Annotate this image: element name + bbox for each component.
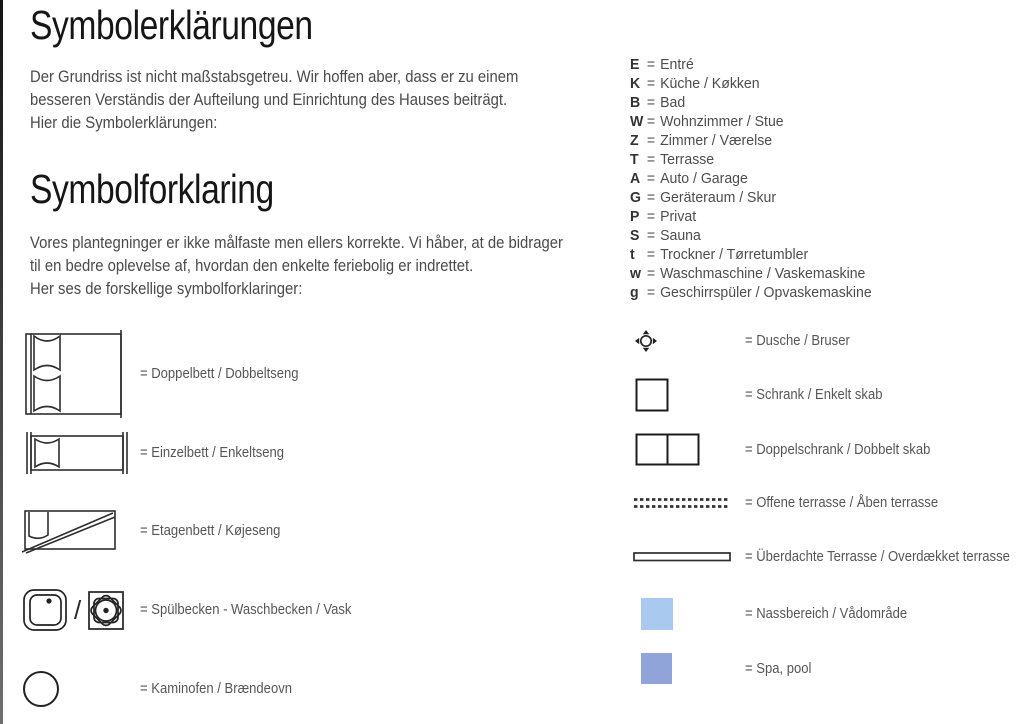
legend-label: = Kaminofen / Brændeovn [140, 681, 292, 697]
intro-danish-line-3: Her ses de forskellige symbolforklaringer: [30, 280, 303, 298]
abbr-meaning: Küche / Køkken [660, 75, 760, 92]
abbr-letter: w [630, 265, 641, 282]
abbr-row-dishwasher [630, 283, 872, 302]
equals-sign: = [646, 56, 656, 73]
abbr-letter: A [630, 170, 641, 187]
legend-label: = Dusche / Bruser [745, 333, 850, 349]
abbr-meaning: Entré [660, 56, 694, 73]
legend-label: = Etagenbett / Køjeseng [140, 523, 281, 539]
wet-area-swatch [633, 598, 745, 630]
double-cabinet-icon [633, 433, 745, 466]
equals-sign: = [646, 151, 656, 168]
abbr-letter: g [630, 284, 639, 301]
slash-separator: / [74, 594, 82, 625]
legend-row-wet-area [633, 597, 925, 631]
double-bed-icon [22, 330, 140, 418]
abbr-letter: Z [630, 132, 639, 149]
abbr-meaning: Sauna [660, 227, 701, 244]
abbr-meaning: Wohnzimmer / Stue [660, 113, 784, 130]
abbr-row-livingroom [630, 112, 872, 131]
intro-german [30, 66, 518, 135]
legend-label: = Einzelbett / Enkeltseng [140, 445, 285, 461]
legend-row-wood-stove [22, 670, 309, 708]
abbr-letter: S [630, 227, 640, 244]
abbr-letter: T [630, 151, 639, 168]
abbr-row-sauna [630, 226, 872, 245]
abbr-letter: G [630, 189, 641, 206]
abbr-letter: W [630, 113, 644, 130]
abbr-letter: t [630, 246, 635, 263]
equals-sign: = [646, 170, 656, 187]
abbreviation-list [630, 55, 872, 302]
page-left-edge-line [0, 0, 3, 724]
equals-sign: = [646, 132, 656, 149]
equals-sign: = [646, 113, 656, 130]
washbasin-icon [87, 588, 125, 632]
legend-row-covered-terrace [633, 549, 1024, 565]
bunk-bed-icon [22, 508, 140, 554]
heading-danish: Symbolforklaring [30, 166, 274, 212]
open-terrace-icon [633, 496, 745, 510]
abbr-row-garage [630, 169, 872, 188]
abbr-row-shed [630, 188, 872, 207]
legend-row-sink-washbasin [22, 585, 375, 635]
abbr-row-kitchen [630, 74, 872, 93]
single-bed-icon [22, 430, 140, 476]
abbr-row-washer [630, 264, 872, 283]
abbr-letter: E [630, 56, 640, 73]
abbr-row-bath [630, 93, 872, 112]
legend-label: = Doppelschrank / Dobbelt skab [745, 441, 931, 458]
legend-label: = Offene terrasse / Åben terrasse [745, 495, 939, 511]
intro-danish-line-1: Vores plantegninger er ikke målfaste men ellers korrekte. Vi håber, at de bidrager [30, 234, 563, 252]
legend-row-spa-pool [633, 652, 819, 685]
sink-washbasin-icon [22, 586, 140, 634]
wood-stove-icon [22, 670, 140, 708]
legend-label: = Schrank / Enkelt skab [745, 387, 883, 403]
abbr-row-private [630, 207, 872, 226]
abbr-meaning: Auto / Garage [660, 170, 748, 187]
single-cabinet-icon [633, 378, 745, 412]
legend-label: = Spa, pool [745, 660, 812, 677]
abbr-letter: B [630, 94, 641, 111]
heading-german: Symbolerklärungen [30, 2, 313, 48]
spa-pool-swatch [633, 653, 745, 684]
legend-row-double-cabinet [633, 433, 951, 466]
abbr-meaning: Zimmer / Værelse [660, 132, 773, 149]
legend-row-single-cabinet [633, 378, 898, 412]
legend-label: = Spülbecken - Waschbecken / Vask [140, 602, 352, 618]
abbr-meaning: Privat [660, 208, 697, 225]
legend-row-single-bed [22, 430, 300, 476]
intro-german-line-3: Hier die Symbolerklärungen: [30, 114, 218, 132]
equals-sign: = [646, 265, 656, 282]
equals-sign: = [646, 94, 656, 111]
abbr-meaning: Geschirrspüler / Opvaskemaskine [660, 284, 872, 301]
abbr-meaning: Waschmaschine / Vaskemaskine [660, 265, 866, 282]
abbr-row-dryer [630, 245, 872, 264]
intro-german-line-2: besseren Verständis der Aufteilung und Einrichtung des Hauses beiträgt. [30, 91, 508, 109]
legend-label: = Doppelbett / Dobbeltseng [140, 366, 299, 382]
legend-row-shower [633, 328, 861, 354]
abbr-letter: P [630, 208, 640, 225]
covered-terrace-icon [633, 551, 745, 563]
legend-row-open-terrace [633, 494, 960, 512]
equals-sign: = [646, 246, 656, 263]
kitchen-sink-icon [22, 586, 68, 634]
abbr-meaning: Bad [660, 94, 686, 111]
abbr-meaning: Terrasse [660, 151, 715, 168]
intro-german-line-1: Der Grundriss ist nicht maßstabsgetreu. Wir hoffen aber, dass er zu einem [30, 68, 519, 86]
intro-danish [30, 232, 563, 301]
equals-sign: = [646, 189, 656, 206]
equals-sign: = [646, 284, 656, 301]
legend-row-bunk-bed [22, 509, 296, 553]
abbr-row-entre [630, 55, 872, 74]
legend-label: = Überdachte Terrasse / Overdækket terrasse [745, 549, 1010, 565]
shower-icon [633, 330, 745, 352]
equals-sign: = [646, 208, 656, 225]
equals-sign: = [646, 227, 656, 244]
intro-danish-line-2: til en bedre oplevelse af, hvordan den enkelte feriebolig er indrettet. [30, 257, 474, 275]
abbr-meaning: Trockner / Tørretumbler [660, 246, 809, 263]
abbr-letter: K [630, 75, 641, 92]
equals-sign: = [646, 75, 656, 92]
abbr-row-terrace [630, 150, 872, 169]
abbr-meaning: Geräteraum / Skur [660, 189, 777, 206]
abbr-row-room [630, 131, 872, 150]
legend-row-double-bed [22, 330, 316, 418]
legend-label: = Nassbereich / Vådområde [745, 606, 908, 622]
